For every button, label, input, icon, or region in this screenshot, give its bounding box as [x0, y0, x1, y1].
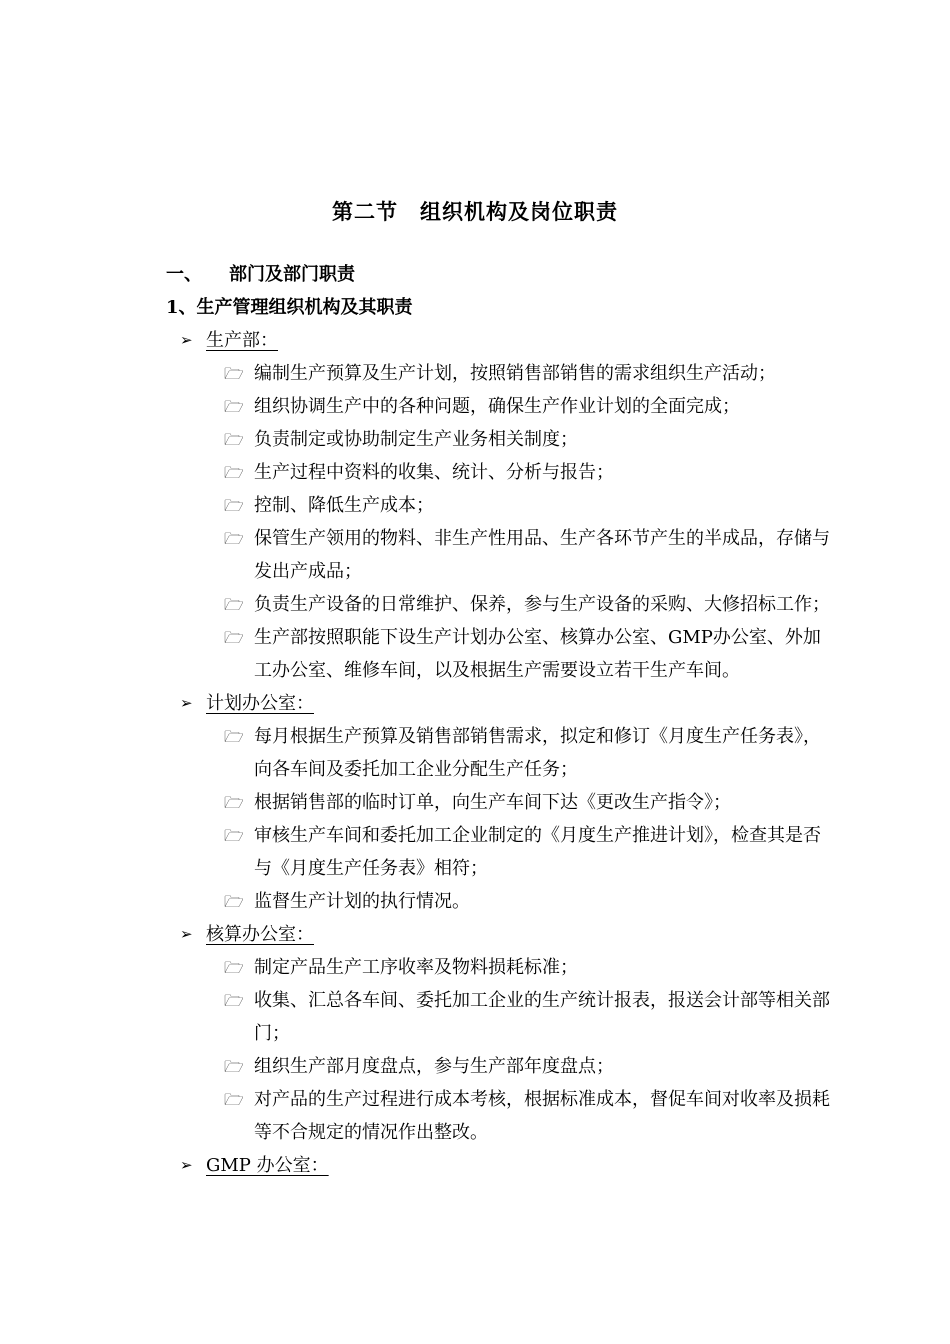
duty-text: 编制生产预算及生产计划，按照销售部销售的需求组织生产活动； — [254, 363, 776, 384]
folder-bullet-icon: 🗁 — [224, 463, 244, 482]
duty-item — [224, 489, 834, 522]
duty-text: 对产品的生产过程进行成本考核，根据标准成本，督促车间对收率及损耗等不合规定的情况作出整改。 — [254, 1089, 830, 1143]
duty-text: 保管生产领用的物料、非生产性用品、生产各环节产生的半成品，存储与发出产成品； — [254, 528, 830, 582]
folder-bullet-icon: 🗁 — [224, 364, 244, 383]
folder-bullet-icon: 🗁 — [224, 991, 244, 1010]
arrow-bullet-icon: ➢ — [180, 1156, 193, 1174]
duty-text: 负责生产设备的日常维护、保养，参与生产设备的采购、大修招标工作； — [254, 594, 830, 615]
arrow-bullet-icon: ➢ — [180, 925, 193, 943]
folder-bullet-icon: 🗁 — [224, 892, 244, 911]
heading-production-org: 1、生产管理组织机构及其职责 — [166, 297, 413, 318]
arrow-bullet-icon: ➢ — [180, 694, 193, 712]
duty-text: 根据销售部的临时订单，向生产车间下达《更改生产指令》； — [254, 792, 731, 813]
department-label: 生产部： — [206, 330, 278, 351]
folder-bullet-icon: 🗁 — [224, 727, 244, 746]
duty-text: 控制、降低生产成本； — [254, 495, 434, 516]
duty-text: 收集、汇总各车间、委托加工企业的生产统计报表，报送会计部等相关部门； — [254, 990, 830, 1044]
department-label: 核算办公室： — [206, 924, 314, 945]
folder-bullet-icon: 🗁 — [224, 1090, 244, 1109]
duty-item — [224, 819, 834, 885]
department-label: GMP 办公室： — [206, 1155, 329, 1176]
department-item — [0, 918, 950, 951]
duty-item — [224, 984, 834, 1050]
duty-item — [224, 951, 834, 984]
department-item — [0, 687, 950, 720]
duty-item — [224, 885, 834, 918]
folder-bullet-icon: 🗁 — [224, 496, 244, 515]
folder-bullet-icon: 🗁 — [224, 958, 244, 977]
heading-departments: 一、 部门及部门职责 — [166, 264, 355, 285]
duty-item — [224, 456, 834, 489]
duty-item — [224, 588, 834, 621]
duty-text: 每月根据生产预算及销售部销售需求，拟定和修订《月度生产任务表》，向各车间及委托加工企业分配生产任务； — [254, 726, 821, 780]
duty-item — [224, 423, 834, 456]
duty-text: 负责制定或协助制定生产业务相关制度； — [254, 429, 578, 450]
duty-text: 审核生产车间和委托加工企业制定的《月度生产推进计划》，检查其是否与《月度生产任务表》相符； — [254, 825, 821, 879]
duty-item — [224, 720, 834, 786]
folder-bullet-icon: 🗁 — [224, 430, 244, 449]
duty-item — [224, 786, 834, 819]
folder-bullet-icon: 🗁 — [224, 1057, 244, 1076]
folder-bullet-icon: 🗁 — [224, 397, 244, 416]
duty-item — [224, 621, 834, 687]
arrow-bullet-icon: ➢ — [180, 331, 193, 349]
duty-text: 组织生产部月度盘点，参与生产部年度盘点； — [254, 1056, 614, 1077]
folder-bullet-icon: 🗁 — [224, 628, 244, 647]
duty-text: 制定产品生产工序收率及物料损耗标准； — [254, 957, 578, 978]
duty-text: 监督生产计划的执行情况。 — [254, 891, 470, 912]
duty-item — [224, 1050, 834, 1083]
duty-text: 生产部按照职能下设生产计划办公室、核算办公室、GMP办公室、外加工办公室、维修车间，以及根据生产需要设立若干生产车间。 — [254, 627, 821, 681]
folder-bullet-icon: 🗁 — [224, 793, 244, 812]
folder-bullet-icon: 🗁 — [224, 826, 244, 845]
department-item — [0, 1149, 950, 1182]
folder-bullet-icon: 🗁 — [224, 529, 244, 548]
section-title: 第二节 组织机构及岗位职责 — [332, 199, 618, 224]
duty-item — [224, 390, 834, 423]
department-label: 计划办公室： — [206, 693, 314, 714]
duty-item — [224, 357, 834, 390]
department-item — [0, 324, 950, 357]
duty-item — [224, 522, 834, 588]
duty-text: 组织协调生产中的各种问题，确保生产作业计划的全面完成； — [254, 396, 740, 417]
duty-item — [224, 1083, 834, 1149]
duty-text: 生产过程中资料的收集、统计、分析与报告； — [254, 462, 614, 483]
department-list — [0, 324, 950, 1182]
folder-bullet-icon: 🗁 — [224, 595, 244, 614]
